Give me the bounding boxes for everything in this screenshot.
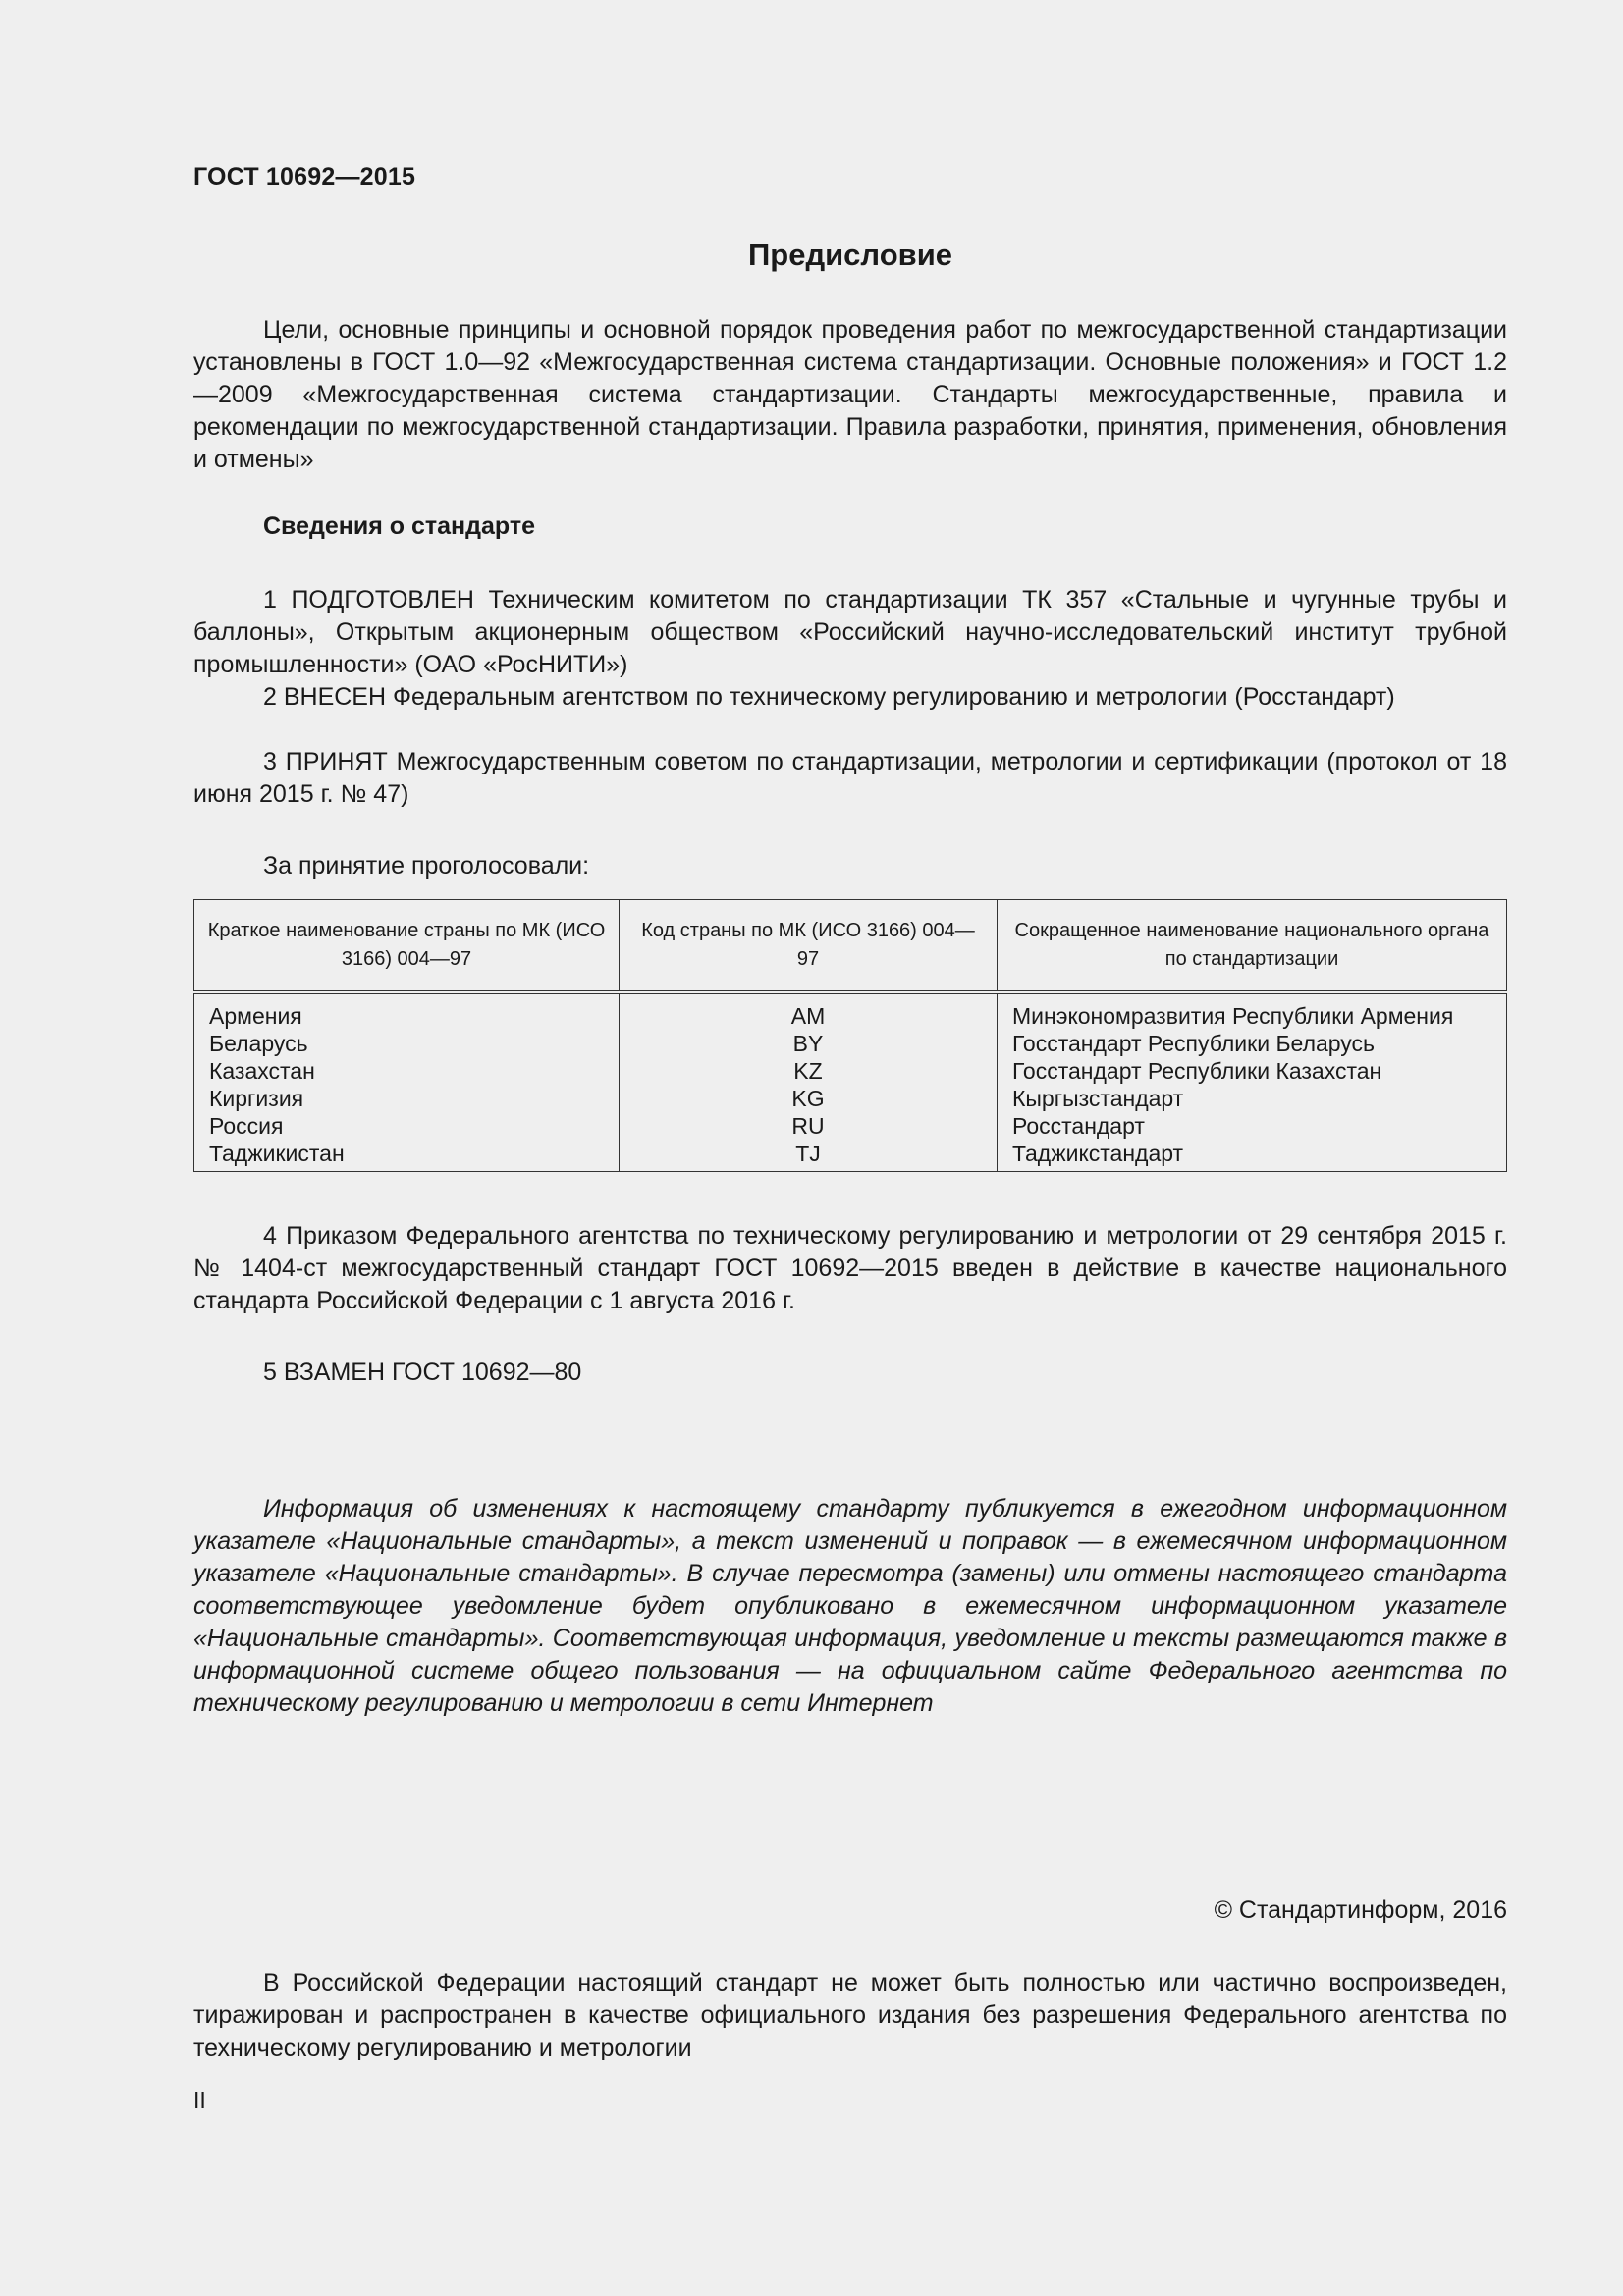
- header-code: Код страны по МК (ИСО 3166) 004—97: [620, 900, 998, 993]
- cell-code: TJ: [620, 1140, 998, 1172]
- item-4: 4 Приказом Федерального агентства по техническому регулированию и метрологии от 29 сентября 2015 г. № 1404-ст межгосударственный стандарт ГОСТ 10692—2015 введен в действие в качестве национального стандарта Российской Федерации с 1 августа 2016 г.: [193, 1222, 1507, 1314]
- votes-table: [193, 899, 1507, 1172]
- table-row: [194, 1140, 1507, 1172]
- cell-code: KG: [620, 1085, 998, 1112]
- cell-code: BY: [620, 1030, 998, 1057]
- cell-country: Казахстан: [194, 1057, 620, 1085]
- table-header-row: [194, 900, 1507, 993]
- item-3: 3 ПРИНЯТ Межгосударственным советом по стандартизации, метрологии и сертификации (протокол от 18 июня 2015 г. № 47): [193, 748, 1507, 808]
- table-row: [194, 1112, 1507, 1140]
- cell-body: Госстандарт Республики Беларусь: [998, 1030, 1507, 1057]
- cell-body: Госстандарт Республики Казахстан: [998, 1057, 1507, 1085]
- cell-country: Беларусь: [194, 1030, 620, 1057]
- table-row: [194, 1057, 1507, 1085]
- section-subheading: Сведения о стандарте: [263, 512, 536, 540]
- document-code: ГОСТ 10692—2015: [193, 163, 416, 190]
- cell-country: Киргизия: [194, 1085, 620, 1112]
- cell-body: Минэкономразвития Республики Армения: [998, 992, 1507, 1030]
- rights-notice: В Российской Федерации настоящий стандарт не может быть полностью или частично воспроизведен, тиражирован и распространен в качестве официального издания без разрешения Федерального агентства по техническому регулированию и метрологии: [193, 1969, 1507, 2061]
- cell-code: KZ: [620, 1057, 998, 1085]
- copyright: © Стандартинформ, 2016: [1214, 1896, 1507, 1924]
- cell-country: Россия: [194, 1112, 620, 1140]
- cell-country: Таджикистан: [194, 1140, 620, 1172]
- cell-body: Росстандарт: [998, 1112, 1507, 1140]
- cell-code: RU: [620, 1112, 998, 1140]
- vote-label: За принятие проголосовали:: [263, 852, 590, 880]
- table-row: [194, 992, 1507, 1030]
- info-notice: Информация об изменениях к настоящему стандарту публикуется в ежегодном информационном указателе «Национальные стандарты», а текст изменений и поправок — в ежемесячном информационном указателе «Национальные стандарты». В случае пересмотра (замены) или отмены настоящего стандарта соответствующее уведомление будет опубликовано в ежемесячном информационном указателе «Национальные стандарты». Соответствующая информация, уведомление и тексты размещаются также в информационной системе общего пользования — на официальном сайте Федерального агентства по техническому регулированию и метрологии в сети Интернет: [193, 1495, 1507, 1717]
- header-country: Краткое наименование страны по МК (ИСО 3166) 004—97: [194, 900, 620, 993]
- cell-country: Армения: [194, 992, 620, 1030]
- page-title: Предисловие: [747, 238, 952, 272]
- item-2: 2 ВНЕСЕН Федеральным агентством по техническому регулированию и метрологии (Росстандарт): [263, 683, 1395, 711]
- table-row: [194, 1085, 1507, 1112]
- item-1: 1 ПОДГОТОВЛЕН Техническим комитетом по стандартизации ТК 357 «Стальные и чугунные трубы и баллоны», Открытым акционерным обществом «Российский научно-исследовательский институт трубной промышленности» (ОАО «РосНИТИ»): [193, 586, 1507, 678]
- cell-body: Таджикстандарт: [998, 1140, 1507, 1172]
- document-page: [193, 0, 1507, 2296]
- cell-code: AM: [620, 992, 998, 1030]
- page-number: II: [193, 2087, 206, 2112]
- cell-body: Кыргызстандарт: [998, 1085, 1507, 1112]
- header-body: Сокращенное наименование национального органа по стандартизации: [998, 900, 1507, 993]
- intro-paragraph: Цели, основные принципы и основной порядок проведения работ по межгосударственной стандартизации установлены в ГОСТ 1.0—92 «Межгосударственная система стандартизации. Основные положения» и ГОСТ 1.2—2009 «Межгосударственная система стандартизации. Стандарты межгосударственные, правила и рекомендации по межгосударственной стандартизации. Правила разработки, принятия, применения, обновления и отмены»: [193, 316, 1507, 473]
- item-5: 5 ВЗАМЕН ГОСТ 10692—80: [263, 1359, 582, 1386]
- table-row: [194, 1030, 1507, 1057]
